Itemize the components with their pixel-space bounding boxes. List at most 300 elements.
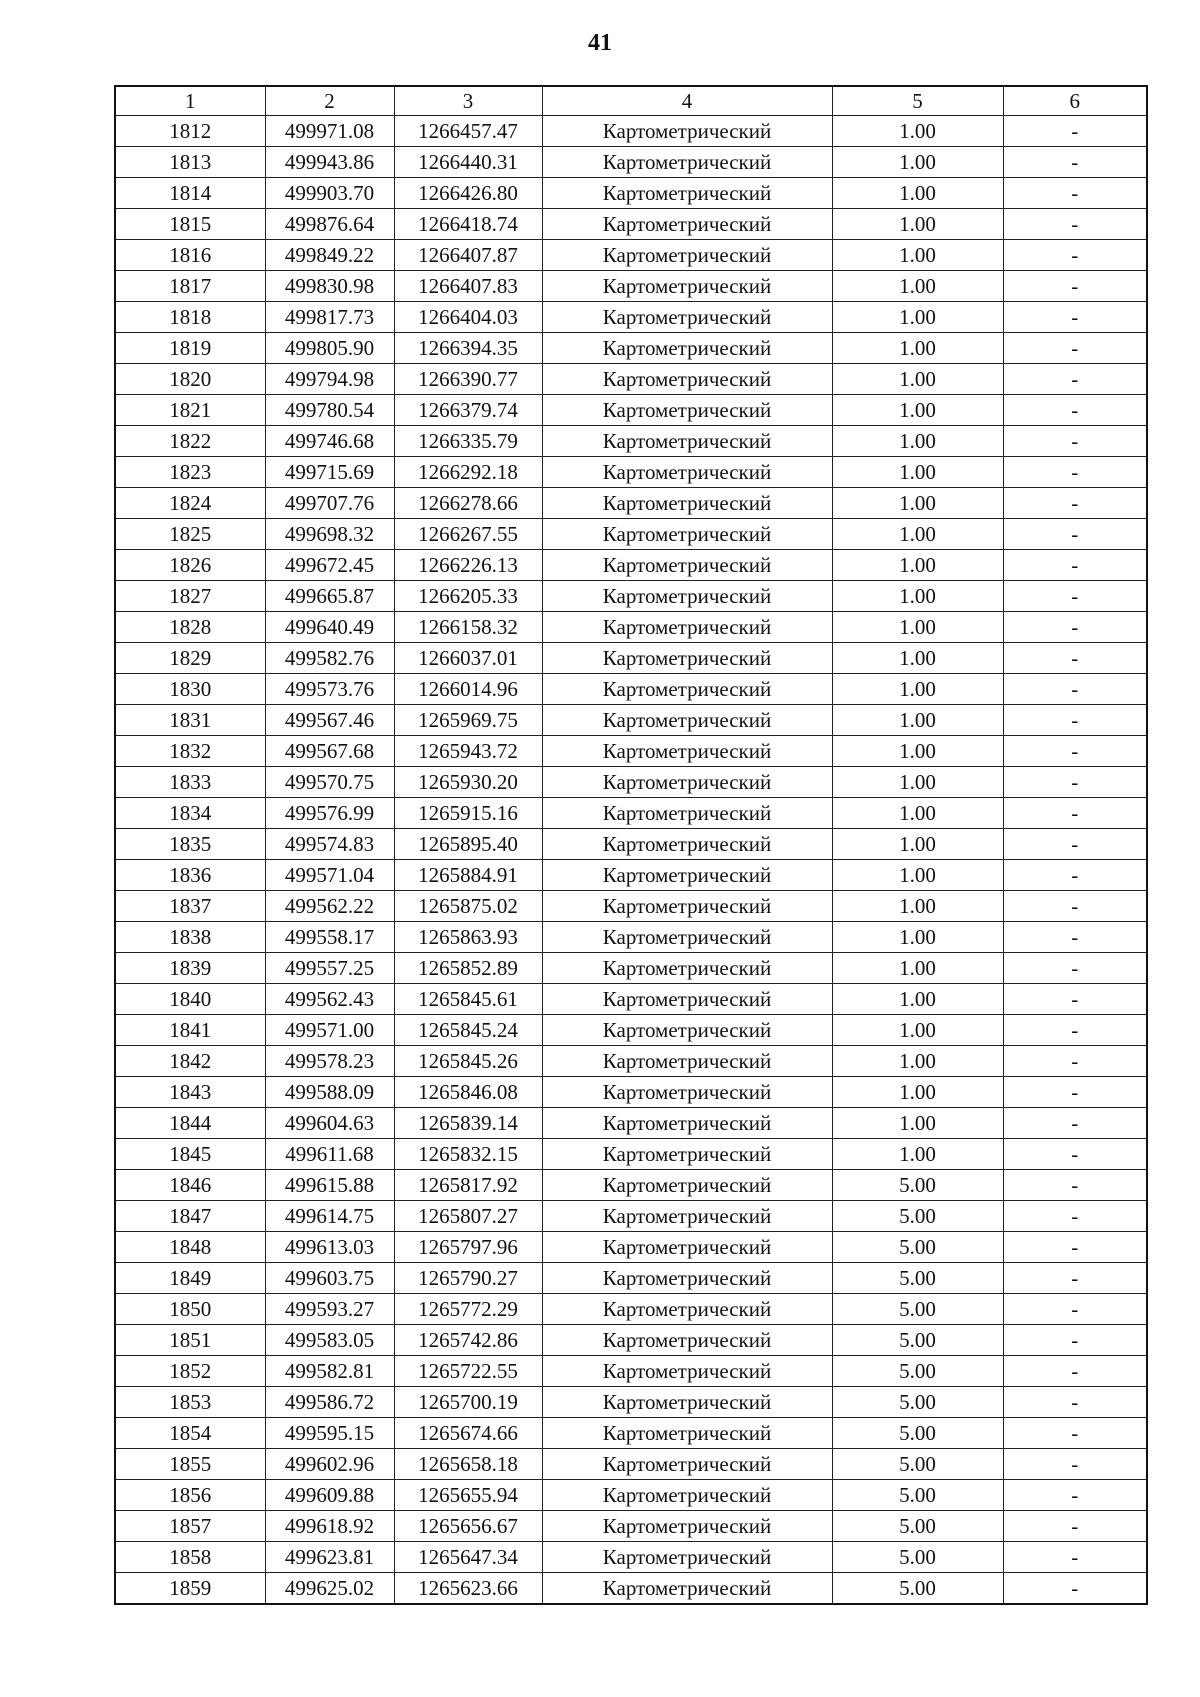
point-number-cell: 1825 <box>115 519 265 550</box>
method-cell: Картометрический <box>542 1015 832 1046</box>
x-coordinate-cell: 499602.96 <box>265 1449 394 1480</box>
page-number: 41 <box>588 30 612 56</box>
point-number-cell: 1841 <box>115 1015 265 1046</box>
method-cell: Картометрический <box>542 1387 832 1418</box>
point-number-cell: 1827 <box>115 581 265 612</box>
accuracy-cell: 1.00 <box>832 1077 1003 1108</box>
y-coordinate-cell: 1266292.18 <box>394 457 542 488</box>
accuracy-cell: 1.00 <box>832 302 1003 333</box>
method-cell: Картометрический <box>542 395 832 426</box>
note-cell: - <box>1003 1046 1147 1077</box>
point-number-cell: 1832 <box>115 736 265 767</box>
x-coordinate-cell: 499707.76 <box>265 488 394 519</box>
x-coordinate-cell: 499794.98 <box>265 364 394 395</box>
x-coordinate-cell: 499611.68 <box>265 1139 394 1170</box>
method-cell: Картометрический <box>542 1511 832 1542</box>
table-row <box>115 1077 1147 1108</box>
y-coordinate-cell: 1265845.61 <box>394 984 542 1015</box>
column-header-1: 1 <box>115 86 265 116</box>
method-cell: Картометрический <box>542 829 832 860</box>
accuracy-cell: 5.00 <box>832 1542 1003 1573</box>
x-coordinate-cell: 499971.08 <box>265 116 394 147</box>
y-coordinate-cell: 1266457.47 <box>394 116 542 147</box>
table-row <box>115 891 1147 922</box>
y-coordinate-cell: 1266426.80 <box>394 178 542 209</box>
note-cell: - <box>1003 178 1147 209</box>
table-row <box>115 395 1147 426</box>
x-coordinate-cell: 499665.87 <box>265 581 394 612</box>
x-coordinate-cell: 499562.43 <box>265 984 394 1015</box>
y-coordinate-cell: 1265832.15 <box>394 1139 542 1170</box>
x-coordinate-cell: 499903.70 <box>265 178 394 209</box>
table-row <box>115 333 1147 364</box>
table-row <box>115 674 1147 705</box>
y-coordinate-cell: 1266390.77 <box>394 364 542 395</box>
method-cell: Картометрический <box>542 1046 832 1077</box>
point-number-cell: 1817 <box>115 271 265 302</box>
method-cell: Картометрический <box>542 705 832 736</box>
y-coordinate-cell: 1266205.33 <box>394 581 542 612</box>
accuracy-cell: 1.00 <box>832 147 1003 178</box>
x-coordinate-cell: 499582.81 <box>265 1356 394 1387</box>
note-cell: - <box>1003 550 1147 581</box>
method-cell: Картометрический <box>542 860 832 891</box>
y-coordinate-cell: 1266404.03 <box>394 302 542 333</box>
method-cell: Картометрический <box>542 488 832 519</box>
method-cell: Картометрический <box>542 1356 832 1387</box>
x-coordinate-cell: 499618.92 <box>265 1511 394 1542</box>
note-cell: - <box>1003 271 1147 302</box>
x-coordinate-cell: 499640.49 <box>265 612 394 643</box>
y-coordinate-cell: 1266407.87 <box>394 240 542 271</box>
table-row <box>115 798 1147 829</box>
point-number-cell: 1824 <box>115 488 265 519</box>
point-number-cell: 1850 <box>115 1294 265 1325</box>
y-coordinate-cell: 1266407.83 <box>394 271 542 302</box>
note-cell: - <box>1003 767 1147 798</box>
note-cell: - <box>1003 1170 1147 1201</box>
point-number-cell: 1816 <box>115 240 265 271</box>
x-coordinate-cell: 499830.98 <box>265 271 394 302</box>
table-row <box>115 1046 1147 1077</box>
table-row <box>115 1542 1147 1573</box>
point-number-cell: 1848 <box>115 1232 265 1263</box>
accuracy-cell: 1.00 <box>832 1015 1003 1046</box>
accuracy-cell: 5.00 <box>832 1480 1003 1511</box>
point-number-cell: 1819 <box>115 333 265 364</box>
method-cell: Картометрический <box>542 643 832 674</box>
table-row <box>115 1294 1147 1325</box>
accuracy-cell: 5.00 <box>832 1263 1003 1294</box>
accuracy-cell: 5.00 <box>832 1449 1003 1480</box>
note-cell: - <box>1003 1108 1147 1139</box>
table-row <box>115 736 1147 767</box>
method-cell: Картометрический <box>542 922 832 953</box>
method-cell: Картометрический <box>542 1263 832 1294</box>
method-cell: Картометрический <box>542 519 832 550</box>
y-coordinate-cell: 1266226.13 <box>394 550 542 581</box>
note-cell: - <box>1003 302 1147 333</box>
note-cell: - <box>1003 333 1147 364</box>
y-coordinate-cell: 1265655.94 <box>394 1480 542 1511</box>
accuracy-cell: 1.00 <box>832 333 1003 364</box>
table-row <box>115 488 1147 519</box>
x-coordinate-cell: 499625.02 <box>265 1573 394 1605</box>
y-coordinate-cell: 1266394.35 <box>394 333 542 364</box>
accuracy-cell: 1.00 <box>832 736 1003 767</box>
note-cell: - <box>1003 736 1147 767</box>
table-row <box>115 1139 1147 1170</box>
method-cell: Картометрический <box>542 1325 832 1356</box>
y-coordinate-cell: 1265656.67 <box>394 1511 542 1542</box>
table-row <box>115 302 1147 333</box>
y-coordinate-cell: 1265647.34 <box>394 1542 542 1573</box>
table-row <box>115 1170 1147 1201</box>
method-cell: Картометрический <box>542 736 832 767</box>
y-coordinate-cell: 1266418.74 <box>394 209 542 240</box>
column-header-2: 2 <box>265 86 394 116</box>
y-coordinate-cell: 1265943.72 <box>394 736 542 767</box>
point-number-cell: 1818 <box>115 302 265 333</box>
table-row <box>115 426 1147 457</box>
column-header-3: 3 <box>394 86 542 116</box>
table-row <box>115 240 1147 271</box>
point-number-cell: 1849 <box>115 1263 265 1294</box>
table-row <box>115 457 1147 488</box>
note-cell: - <box>1003 426 1147 457</box>
method-cell: Картометрический <box>542 953 832 984</box>
table-row <box>115 1480 1147 1511</box>
table-row <box>115 922 1147 953</box>
table-row <box>115 1325 1147 1356</box>
x-coordinate-cell: 499562.22 <box>265 891 394 922</box>
table-row <box>115 209 1147 240</box>
point-number-cell: 1842 <box>115 1046 265 1077</box>
method-cell: Картометрический <box>542 1139 832 1170</box>
accuracy-cell: 1.00 <box>832 705 1003 736</box>
y-coordinate-cell: 1265895.40 <box>394 829 542 860</box>
note-cell: - <box>1003 643 1147 674</box>
accuracy-cell: 1.00 <box>832 798 1003 829</box>
note-cell: - <box>1003 612 1147 643</box>
method-cell: Картометрический <box>542 612 832 643</box>
method-cell: Картометрический <box>542 426 832 457</box>
x-coordinate-cell: 499609.88 <box>265 1480 394 1511</box>
x-coordinate-cell: 499615.88 <box>265 1170 394 1201</box>
method-cell: Картометрический <box>542 581 832 612</box>
table-row <box>115 550 1147 581</box>
note-cell: - <box>1003 581 1147 612</box>
table-row <box>115 1263 1147 1294</box>
accuracy-cell: 1.00 <box>832 612 1003 643</box>
x-coordinate-cell: 499574.83 <box>265 829 394 860</box>
accuracy-cell: 1.00 <box>832 519 1003 550</box>
point-number-cell: 1814 <box>115 178 265 209</box>
point-number-cell: 1836 <box>115 860 265 891</box>
x-coordinate-cell: 499613.03 <box>265 1232 394 1263</box>
table-row <box>115 519 1147 550</box>
method-cell: Картометрический <box>542 271 832 302</box>
table-row <box>115 1201 1147 1232</box>
y-coordinate-cell: 1265817.92 <box>394 1170 542 1201</box>
method-cell: Картометрический <box>542 674 832 705</box>
note-cell: - <box>1003 798 1147 829</box>
table-row <box>115 984 1147 1015</box>
table-row <box>115 612 1147 643</box>
point-number-cell: 1844 <box>115 1108 265 1139</box>
table-row <box>115 1108 1147 1139</box>
x-coordinate-cell: 499573.76 <box>265 674 394 705</box>
method-cell: Картометрический <box>542 550 832 581</box>
method-cell: Картометрический <box>542 333 832 364</box>
note-cell: - <box>1003 147 1147 178</box>
point-number-cell: 1828 <box>115 612 265 643</box>
method-cell: Картометрический <box>542 891 832 922</box>
point-number-cell: 1851 <box>115 1325 265 1356</box>
note-cell: - <box>1003 1294 1147 1325</box>
note-cell: - <box>1003 829 1147 860</box>
y-coordinate-cell: 1265807.27 <box>394 1201 542 1232</box>
x-coordinate-cell: 499586.72 <box>265 1387 394 1418</box>
method-cell: Картометрический <box>542 767 832 798</box>
point-number-cell: 1823 <box>115 457 265 488</box>
y-coordinate-cell: 1266379.74 <box>394 395 542 426</box>
accuracy-cell: 1.00 <box>832 550 1003 581</box>
accuracy-cell: 1.00 <box>832 178 1003 209</box>
accuracy-cell: 1.00 <box>832 1139 1003 1170</box>
table-row <box>115 829 1147 860</box>
x-coordinate-cell: 499567.68 <box>265 736 394 767</box>
point-number-cell: 1838 <box>115 922 265 953</box>
x-coordinate-cell: 499570.75 <box>265 767 394 798</box>
method-cell: Картометрический <box>542 364 832 395</box>
method-cell: Картометрический <box>542 1449 832 1480</box>
accuracy-cell: 1.00 <box>832 426 1003 457</box>
x-coordinate-cell: 499583.05 <box>265 1325 394 1356</box>
y-coordinate-cell: 1266158.32 <box>394 612 542 643</box>
accuracy-cell: 1.00 <box>832 829 1003 860</box>
y-coordinate-cell: 1265969.75 <box>394 705 542 736</box>
accuracy-cell: 1.00 <box>832 209 1003 240</box>
accuracy-cell: 5.00 <box>832 1294 1003 1325</box>
method-cell: Картометрический <box>542 1201 832 1232</box>
table-body <box>115 116 1147 1605</box>
note-cell: - <box>1003 1015 1147 1046</box>
accuracy-cell: 5.00 <box>832 1511 1003 1542</box>
x-coordinate-cell: 499604.63 <box>265 1108 394 1139</box>
y-coordinate-cell: 1265722.55 <box>394 1356 542 1387</box>
y-coordinate-cell: 1265790.27 <box>394 1263 542 1294</box>
point-number-cell: 1853 <box>115 1387 265 1418</box>
accuracy-cell: 5.00 <box>832 1325 1003 1356</box>
y-coordinate-cell: 1265845.26 <box>394 1046 542 1077</box>
accuracy-cell: 1.00 <box>832 1046 1003 1077</box>
point-number-cell: 1812 <box>115 116 265 147</box>
note-cell: - <box>1003 984 1147 1015</box>
note-cell: - <box>1003 1263 1147 1294</box>
x-coordinate-cell: 499623.81 <box>265 1542 394 1573</box>
method-cell: Картометрический <box>542 178 832 209</box>
table-row <box>115 1449 1147 1480</box>
note-cell: - <box>1003 209 1147 240</box>
y-coordinate-cell: 1266014.96 <box>394 674 542 705</box>
y-coordinate-cell: 1266267.55 <box>394 519 542 550</box>
note-cell: - <box>1003 891 1147 922</box>
method-cell: Картометрический <box>542 1294 832 1325</box>
x-coordinate-cell: 499578.23 <box>265 1046 394 1077</box>
note-cell: - <box>1003 860 1147 891</box>
note-cell: - <box>1003 395 1147 426</box>
method-cell: Картометрический <box>542 147 832 178</box>
note-cell: - <box>1003 1418 1147 1449</box>
y-coordinate-cell: 1266278.66 <box>394 488 542 519</box>
note-cell: - <box>1003 1139 1147 1170</box>
method-cell: Картометрический <box>542 1480 832 1511</box>
accuracy-cell: 1.00 <box>832 984 1003 1015</box>
accuracy-cell: 5.00 <box>832 1356 1003 1387</box>
note-cell: - <box>1003 240 1147 271</box>
x-coordinate-cell: 499603.75 <box>265 1263 394 1294</box>
y-coordinate-cell: 1265700.19 <box>394 1387 542 1418</box>
method-cell: Картометрический <box>542 302 832 333</box>
accuracy-cell: 1.00 <box>832 457 1003 488</box>
point-number-cell: 1835 <box>115 829 265 860</box>
x-coordinate-cell: 499943.86 <box>265 147 394 178</box>
table-row <box>115 643 1147 674</box>
method-cell: Картометрический <box>542 240 832 271</box>
point-number-cell: 1820 <box>115 364 265 395</box>
table-row <box>115 1573 1147 1605</box>
method-cell: Картометрический <box>542 984 832 1015</box>
x-coordinate-cell: 499849.22 <box>265 240 394 271</box>
x-coordinate-cell: 499557.25 <box>265 953 394 984</box>
note-cell: - <box>1003 488 1147 519</box>
accuracy-cell: 1.00 <box>832 240 1003 271</box>
y-coordinate-cell: 1265863.93 <box>394 922 542 953</box>
y-coordinate-cell: 1265742.86 <box>394 1325 542 1356</box>
point-number-cell: 1852 <box>115 1356 265 1387</box>
accuracy-cell: 5.00 <box>832 1232 1003 1263</box>
accuracy-cell: 1.00 <box>832 364 1003 395</box>
note-cell: - <box>1003 1542 1147 1573</box>
point-number-cell: 1829 <box>115 643 265 674</box>
table-row <box>115 364 1147 395</box>
method-cell: Картометрический <box>542 1542 832 1573</box>
note-cell: - <box>1003 457 1147 488</box>
point-number-cell: 1822 <box>115 426 265 457</box>
x-coordinate-cell: 499698.32 <box>265 519 394 550</box>
accuracy-cell: 1.00 <box>832 1108 1003 1139</box>
note-cell: - <box>1003 1232 1147 1263</box>
note-cell: - <box>1003 519 1147 550</box>
point-number-cell: 1821 <box>115 395 265 426</box>
x-coordinate-cell: 499593.27 <box>265 1294 394 1325</box>
table-row <box>115 116 1147 147</box>
accuracy-cell: 5.00 <box>832 1201 1003 1232</box>
x-coordinate-cell: 499558.17 <box>265 922 394 953</box>
point-number-cell: 1845 <box>115 1139 265 1170</box>
accuracy-cell: 1.00 <box>832 271 1003 302</box>
accuracy-cell: 1.00 <box>832 953 1003 984</box>
y-coordinate-cell: 1265772.29 <box>394 1294 542 1325</box>
point-number-cell: 1843 <box>115 1077 265 1108</box>
point-number-cell: 1834 <box>115 798 265 829</box>
method-cell: Картометрический <box>542 1108 832 1139</box>
note-cell: - <box>1003 1356 1147 1387</box>
table-row <box>115 953 1147 984</box>
accuracy-cell: 5.00 <box>832 1170 1003 1201</box>
note-cell: - <box>1003 1573 1147 1605</box>
y-coordinate-cell: 1265915.16 <box>394 798 542 829</box>
point-number-cell: 1858 <box>115 1542 265 1573</box>
point-number-cell: 1840 <box>115 984 265 1015</box>
note-cell: - <box>1003 1387 1147 1418</box>
y-coordinate-cell: 1265852.89 <box>394 953 542 984</box>
note-cell: - <box>1003 922 1147 953</box>
table-row <box>115 767 1147 798</box>
point-number-cell: 1857 <box>115 1511 265 1542</box>
note-cell: - <box>1003 674 1147 705</box>
x-coordinate-cell: 499571.00 <box>265 1015 394 1046</box>
accuracy-cell: 5.00 <box>832 1418 1003 1449</box>
method-cell: Картометрический <box>542 209 832 240</box>
point-number-cell: 1854 <box>115 1418 265 1449</box>
x-coordinate-cell: 499595.15 <box>265 1418 394 1449</box>
accuracy-cell: 1.00 <box>832 581 1003 612</box>
method-cell: Картометрический <box>542 457 832 488</box>
method-cell: Картометрический <box>542 116 832 147</box>
table-row <box>115 1418 1147 1449</box>
method-cell: Картометрический <box>542 1418 832 1449</box>
note-cell: - <box>1003 116 1147 147</box>
y-coordinate-cell: 1265884.91 <box>394 860 542 891</box>
table-row <box>115 271 1147 302</box>
note-cell: - <box>1003 1480 1147 1511</box>
table-row <box>115 860 1147 891</box>
x-coordinate-cell: 499571.04 <box>265 860 394 891</box>
note-cell: - <box>1003 1325 1147 1356</box>
note-cell: - <box>1003 1201 1147 1232</box>
method-cell: Картометрический <box>542 798 832 829</box>
y-coordinate-cell: 1266335.79 <box>394 426 542 457</box>
accuracy-cell: 1.00 <box>832 860 1003 891</box>
y-coordinate-cell: 1265875.02 <box>394 891 542 922</box>
table-row <box>115 705 1147 736</box>
note-cell: - <box>1003 953 1147 984</box>
table-row <box>115 1387 1147 1418</box>
y-coordinate-cell: 1265930.20 <box>394 767 542 798</box>
point-number-cell: 1831 <box>115 705 265 736</box>
note-cell: - <box>1003 705 1147 736</box>
y-coordinate-cell: 1265846.08 <box>394 1077 542 1108</box>
note-cell: - <box>1003 364 1147 395</box>
table-row <box>115 1356 1147 1387</box>
point-number-cell: 1839 <box>115 953 265 984</box>
y-coordinate-cell: 1266037.01 <box>394 643 542 674</box>
point-number-cell: 1830 <box>115 674 265 705</box>
x-coordinate-cell: 499746.68 <box>265 426 394 457</box>
table-row <box>115 178 1147 209</box>
method-cell: Картометрический <box>542 1077 832 1108</box>
x-coordinate-cell: 499817.73 <box>265 302 394 333</box>
y-coordinate-cell: 1265623.66 <box>394 1573 542 1605</box>
point-number-cell: 1847 <box>115 1201 265 1232</box>
y-coordinate-cell: 1265797.96 <box>394 1232 542 1263</box>
table-row <box>115 1015 1147 1046</box>
x-coordinate-cell: 499576.99 <box>265 798 394 829</box>
method-cell: Картометрический <box>542 1232 832 1263</box>
point-number-cell: 1833 <box>115 767 265 798</box>
